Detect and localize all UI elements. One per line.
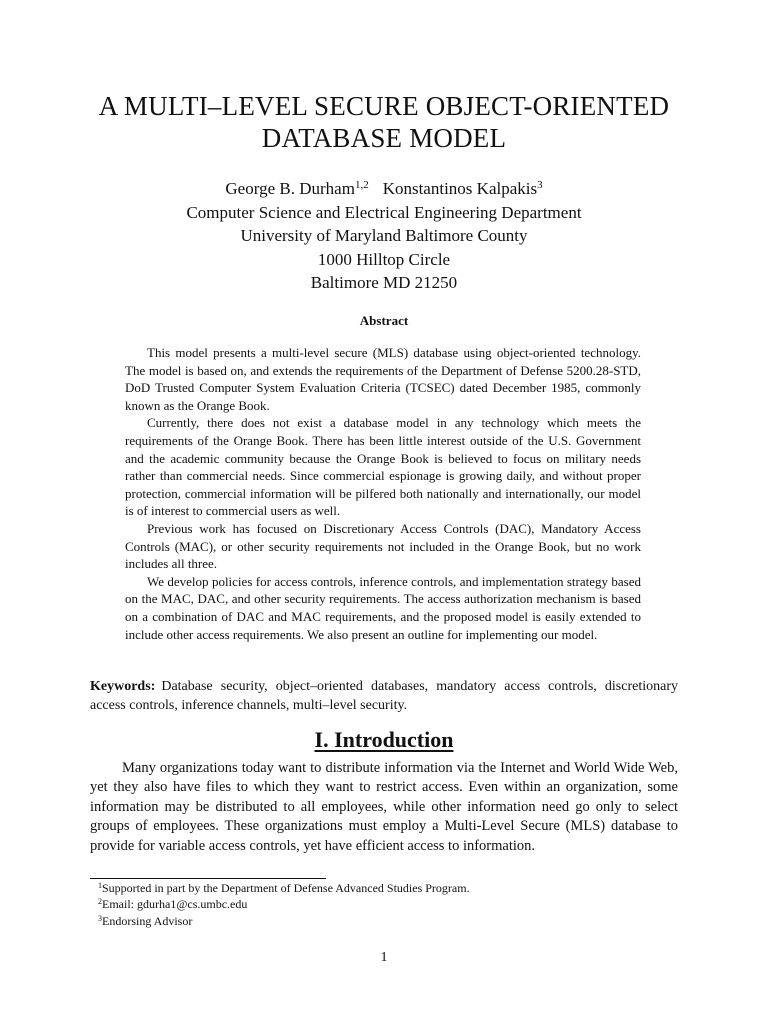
abstract-heading: Abstract [359, 313, 409, 328]
page-number: 1 [380, 950, 388, 965]
author-city: Baltimore MD 21250 [310, 273, 458, 292]
author-2-name: Konstantinos Kalpakis [382, 179, 538, 198]
keywords-text: Database security, object–oriented databases, mandatory access controls, discretionary access controls, inference channels, multi–level security. [90, 679, 678, 713]
introduction-paragraph: Many organizations today want to distribute information via the Internet and World Wide Web, yet they also have files to which they want to restrict access. Even within an organization, some information may be distributed to all employees, while other information need go only to select groups of employees. These organizations must employ a Multi-Level Secure (MLS) database to provide for variable access controls, yet have efficient access to information. [90, 760, 678, 854]
footnote-mark: 1 [98, 881, 102, 890]
abstract-paragraph: Previous work has focused on Discretionary Access Controls (DAC), Mandatory Access Controls (MAC), or other security requirements not included in the Orange Book, but no work includes all three. [125, 520, 641, 572]
abstract-paragraph: Currently, there does not exist a database model in any technology which meets the requirements of the Orange Book. There has been little interest outside of the U.S. Government and the academic community because the Orange Book is believed to focus on military needs rather than commercial needs. Since commercial espionage is growing daily, and without proper protection, commercial information will be pilfered both nationally and internationally, our model is of interest to commercial users as well. [125, 415, 641, 519]
author-block [60, 177, 708, 295]
footnote-mark: 2 [98, 897, 102, 907]
author-2-footnote-marks: 3 [537, 179, 543, 191]
introduction-body [90, 759, 678, 856]
keywords-label: Keywords: [90, 679, 156, 694]
section-heading-text: I. Introduction [314, 727, 454, 752]
author-names [60, 177, 708, 201]
paper-title [60, 90, 708, 154]
author-street: 1000 Hilltop Circle [317, 249, 451, 269]
abstract-paragraph: This model presents a multi-level secure (MLS) database using object-oriented technology. The model is based on, and extends the requirements of the Department of Defense 5200.28-STD, DoD Trusted Computer System Evaluation Criteria (TCSEC) dated December 1985, commonly known as the Orange Book. [125, 345, 641, 413]
author-1-name: George B. Durham [225, 179, 355, 198]
title-line-1: A MULTI–LEVEL SECURE OBJECT-ORIENTED [98, 91, 670, 121]
footnote-text: Supported in part by the Department of Defense Advanced Studies Program. [102, 881, 470, 895]
footnote-2 [98, 896, 658, 912]
author-university: University of Maryland Baltimore County [240, 226, 528, 245]
footnote-mark: 3 [98, 913, 102, 923]
footnotes [98, 880, 658, 929]
footnote-1 [98, 880, 658, 896]
footnote-3 [98, 913, 658, 929]
footnote-divider [90, 878, 326, 879]
abstract-paragraph: We develop policies for access controls, inference controls, and implementation strategy based on the MAC, DAC, and other security requirements. The access authorization mechanism is based on a combination of DAC and MAC requirements, and the proposed model is easily extended to include other access requirements. We also present an outline for implementing our model. [125, 573, 641, 642]
author-1-footnote-marks: 1,2 [354, 179, 369, 191]
author-department: Computer Science and Electrical Engineering Department [186, 202, 582, 222]
section-heading-introduction [60, 727, 708, 753]
keywords [90, 677, 678, 715]
title-line-2: DATABASE MODEL [261, 123, 507, 153]
footnote-text: Email: gdurha1@cs.umbc.edu [102, 897, 248, 912]
footnote-text: Endorsing Advisor [102, 913, 193, 928]
abstract-body [125, 344, 641, 643]
